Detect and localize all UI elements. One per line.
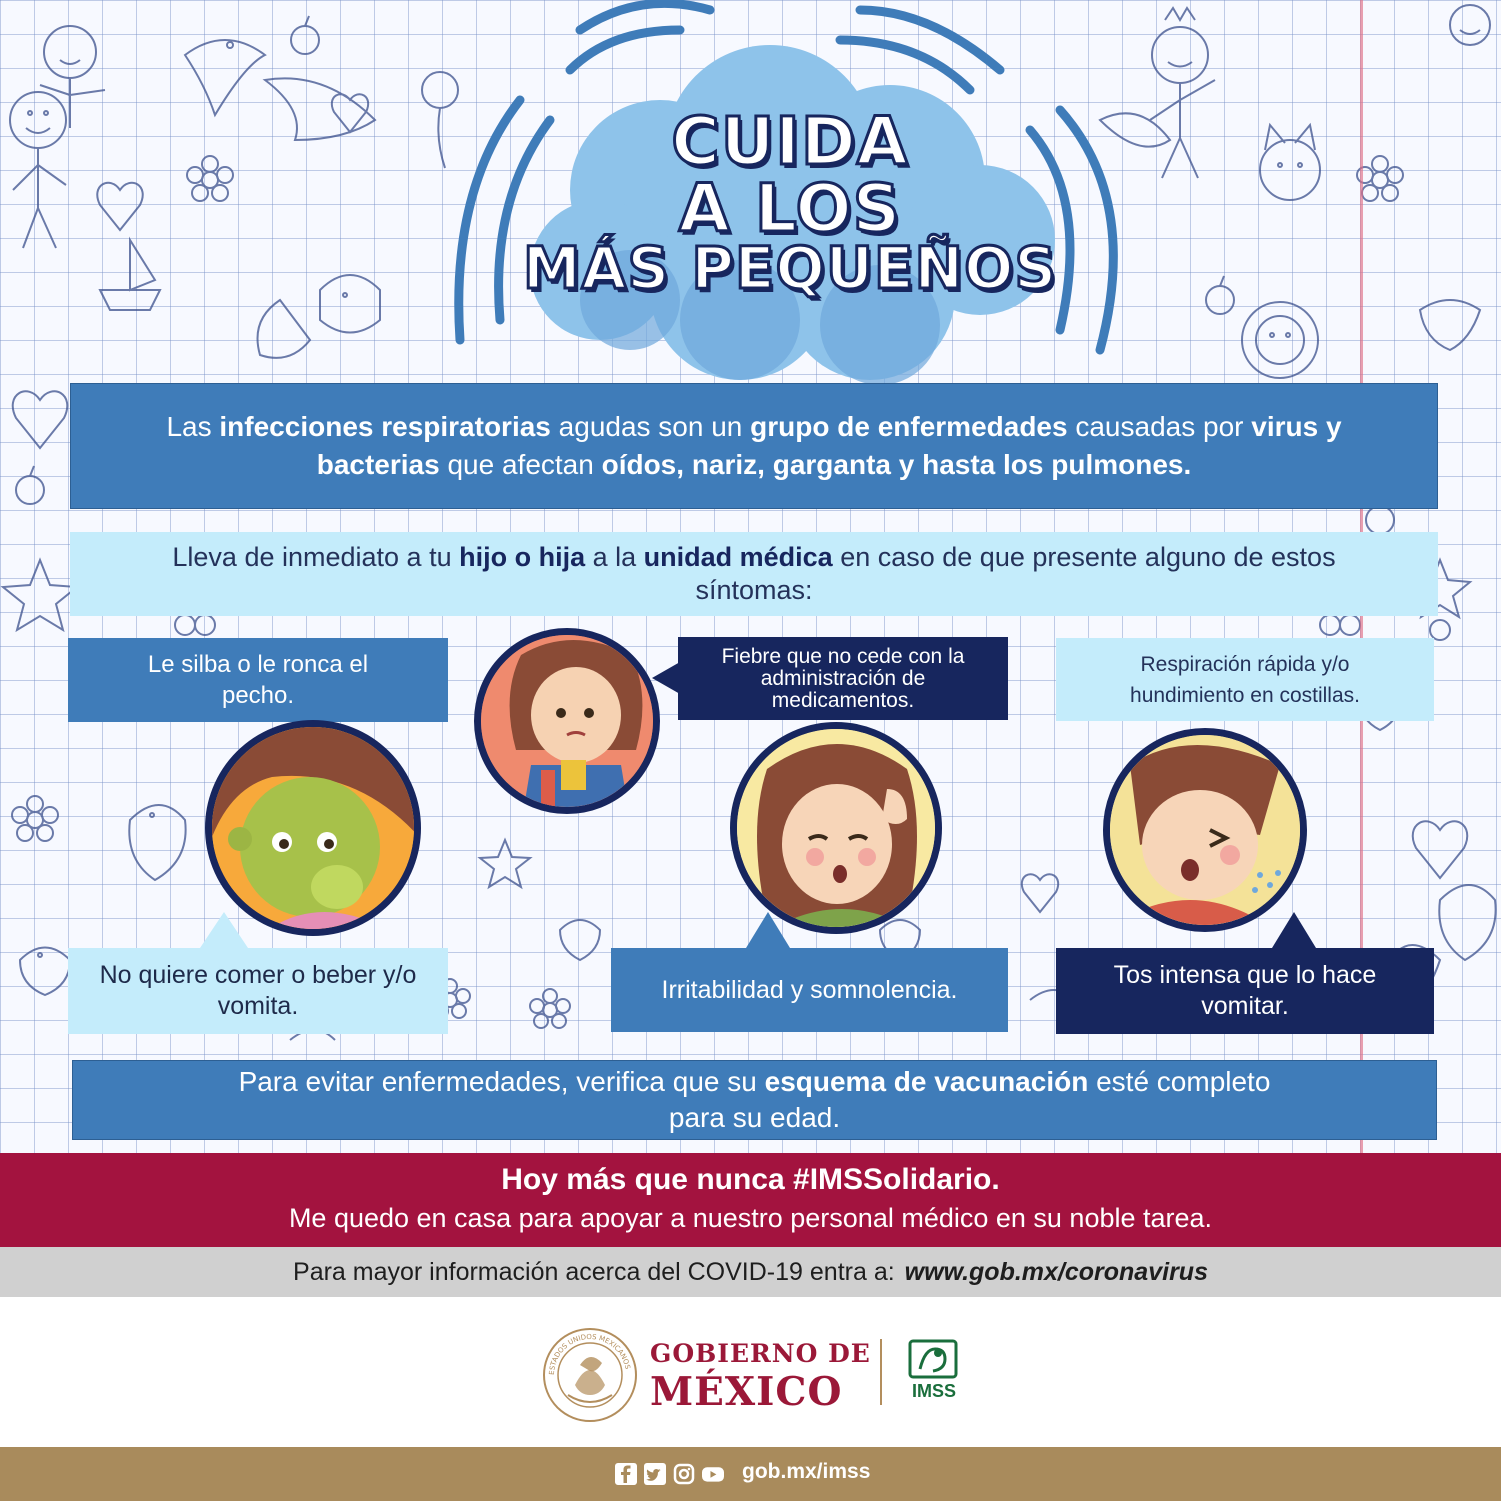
symptom-wheeze-box <box>68 638 448 722</box>
title-line-2: A LOS <box>678 170 902 247</box>
logos-area <box>0 1297 1501 1447</box>
coronavirus-link[interactable]: www.gob.mx/coronavirus <box>904 1258 1208 1286</box>
symptom-eating-box <box>68 948 448 1034</box>
symptom-irritability-text: Irritabilidad y somnolencia. <box>661 975 958 1004</box>
symptom-wheeze-text: Le silba o le ronca el pecho. <box>147 651 369 709</box>
banner-headline: Hoy más que nunca #IMSSolidario. <box>501 1163 1000 1196</box>
title-line-1: CUIDA <box>671 103 909 180</box>
instruction-box <box>70 532 1438 616</box>
imss-text: IMSS <box>911 1381 956 1401</box>
info-bar <box>0 1247 1501 1297</box>
symptom-cough-box <box>1056 948 1434 1034</box>
imss-solidario-banner <box>0 1153 1501 1247</box>
mexico-seal-icon <box>540 1325 640 1425</box>
twitter-icon[interactable] <box>644 1463 666 1485</box>
info-text: Para mayor información acerca del COVID-19 entra a: <box>293 1258 895 1286</box>
gobierno-de-text: GOBIERNO DE <box>650 1339 871 1368</box>
symptom-breathing-text: Respiración rápida y/o hundimiento en costillas. <box>1130 652 1360 707</box>
eating-bubble-pointer <box>200 912 248 948</box>
symptom-fever-text: Fiebre que no cede con la administración de medicamentos. <box>721 644 965 712</box>
mexico-text: MÉXICO <box>650 1369 843 1415</box>
logo-separator <box>880 1339 882 1405</box>
youtube-icon[interactable] <box>702 1463 724 1485</box>
footer-bar <box>0 1447 1501 1501</box>
facebook-icon[interactable] <box>615 1463 637 1485</box>
title-line-3: MÁS PEQUEÑOS <box>522 234 1058 302</box>
vaccination-text: Para evitar enfermedades, verifica que su esquema de vacunación esté completo para su edad. <box>238 1066 1271 1133</box>
imss-logo-icon <box>908 1339 958 1379</box>
intro-box <box>70 383 1438 509</box>
instagram-icon[interactable] <box>673 1463 695 1485</box>
intro-text: Las infecciones respiratorias agudas son un grupo de enfermedades causadas por virus y bacterias que afectan oídos, nariz, garganta y hasta los pulmones. <box>166 411 1342 480</box>
fever-bubble-pointer <box>652 662 680 694</box>
banner-subline: Me quedo en casa para apoyar a nuestro personal médico en su noble tarea. <box>288 1203 1213 1233</box>
symptom-eating-text: No quiere comer o beber y/o vomita. <box>99 961 417 1020</box>
child-irritability-illustration <box>730 722 942 934</box>
title-cloud <box>440 0 1140 390</box>
child-cough-illustration <box>1103 728 1307 932</box>
footer-site-link[interactable]: gob.mx/imss <box>742 1460 871 1483</box>
symptom-breathing-box <box>1056 638 1434 721</box>
vaccination-box <box>72 1060 1437 1140</box>
child-fever-illustration <box>474 628 660 814</box>
seal-text: ESTADOS UNIDOS MEXICANOS <box>547 1332 632 1376</box>
cough-bubble-pointer <box>1272 912 1316 948</box>
symptom-fever-box <box>678 637 1008 720</box>
symptom-irritability-box <box>611 948 1008 1032</box>
symptom-cough-text: Tos intensa que lo hace vomitar. <box>1113 961 1377 1020</box>
instruction-text: Lleva de inmediato a tu hijo o hija a la unidad médica en caso de que presente alguno de estos síntomas: <box>172 542 1336 605</box>
child-wheeze-illustration <box>205 720 421 936</box>
